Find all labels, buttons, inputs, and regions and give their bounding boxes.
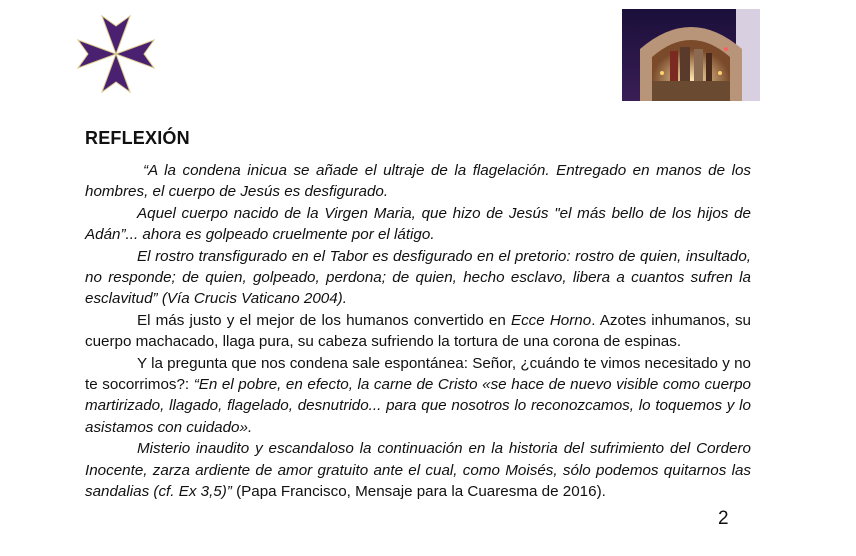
paragraph-6: Misterio inaudito y escandaloso la continuación en la historia del sufrimiento del Cordero Inocente, zarza ardiente de amor gratuito ante el cual, como Moisés, sólo podemos quitarnos las sandalias (cf. Ex 3,5)” (Papa Francisco, Mensaje para la Cuaresma de 2016). (85, 440, 751, 501)
procession-image (622, 9, 760, 101)
paragraph-1: “A la condena inicua se añade el ultraje de la flagelación. Entregado en manos de los hombres, el cuerpo de Jesús es desfigurado. (85, 162, 751, 201)
page-number: 2 (718, 508, 729, 529)
paragraph-3: El rostro transfigurado en el Tabor es desfigurado en el pretorio: rostro de quien, insultado, no responde; de quien, golpeado, perdona; de quien, hecho esclavo, libera a cuantos sufren la esclavitud” (Vía Crucis Vaticano 2004). (85, 247, 751, 308)
reflection-text (85, 160, 751, 503)
section-heading: REFLEXIÓN (85, 128, 190, 148)
paragraph-5: Y la pregunta que nos condena sale espontánea: Señor, ¿cuándo te vimos necesitado y no te socorrimos?: “En el pobre, en efecto, la carne de Cristo «se hace de nuevo visible como cuerpo martirizado, llagado, flagelado, desnutrido... para que nosotros lo reconozcamos, lo toquemos y lo asistamos con cuidado». (85, 354, 751, 436)
maltese-cross-icon (76, 14, 156, 94)
paragraph-2: Aquel cuerpo nacido de la Virgen Maria, que hizo de Jesús "el más bello de los hijos de Adán”... ahora es golpeado cruelmente por el látigo. (85, 204, 751, 244)
paragraph-4: El más justo y el mejor de los humanos convertido en Ecce Horno. Azotes inhumanos, su cuerpo machacado, llaga pura, su cabeza sufriendo la tortura de una corona de espinas. (85, 311, 752, 351)
